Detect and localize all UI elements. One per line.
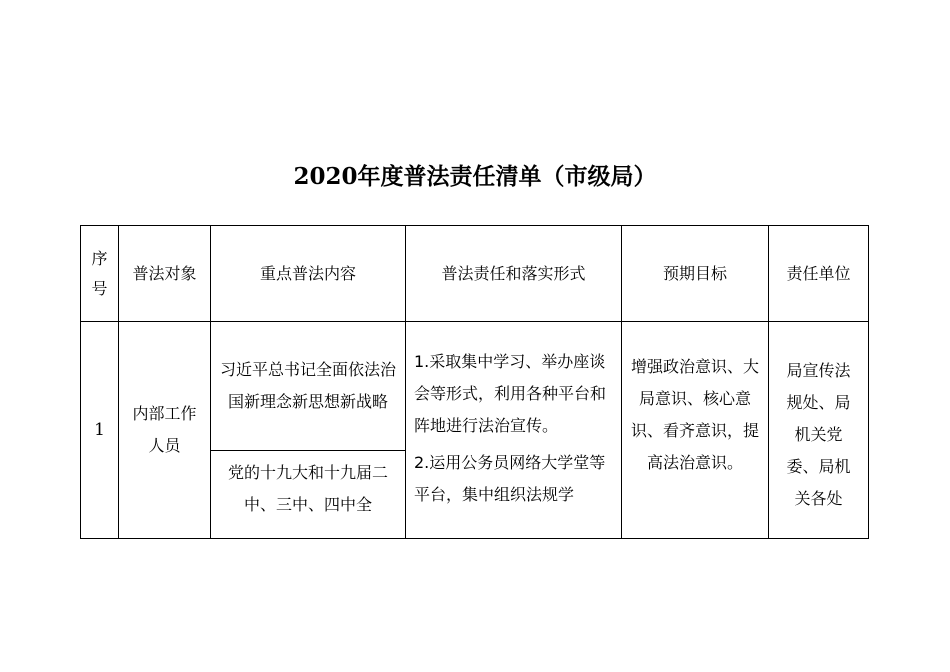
- row-goal: 增强政治意识、大局意识、核心意识、看齐意识，提高法治意识。: [622, 322, 769, 539]
- table-row: [81, 322, 869, 451]
- content-item: 党的十九大和十九届二中、三中、四中全: [211, 450, 406, 538]
- table-header-row: [81, 226, 869, 322]
- content-item: 习近平总书记全面依法治国新理念新思想新战略: [211, 322, 406, 451]
- row-unit: 局宣传法规处、局机关党委、局机关各处: [769, 322, 869, 539]
- header-target: 普法对象: [119, 226, 211, 322]
- row-seq: 1: [81, 322, 119, 539]
- header-unit: 责任单位: [769, 226, 869, 322]
- form-item: 1.采取集中学习、举办座谈会等形式，利用各种平台和阵地进行法治宣传。: [414, 352, 607, 435]
- responsibility-table: [80, 225, 869, 539]
- header-content: 重点普法内容: [211, 226, 406, 322]
- header-form: 普法责任和落实形式: [406, 226, 622, 322]
- header-goal: 预期目标: [622, 226, 769, 322]
- row-target: 内部工作人员: [119, 322, 211, 539]
- header-seq: 序号: [81, 226, 119, 322]
- form-item: 2.运用公务员网络大学堂等平台，集中组织法规学: [414, 453, 606, 504]
- row-form: [406, 322, 622, 539]
- document-title: 2020年度普法责任清单（市级局）: [293, 163, 657, 190]
